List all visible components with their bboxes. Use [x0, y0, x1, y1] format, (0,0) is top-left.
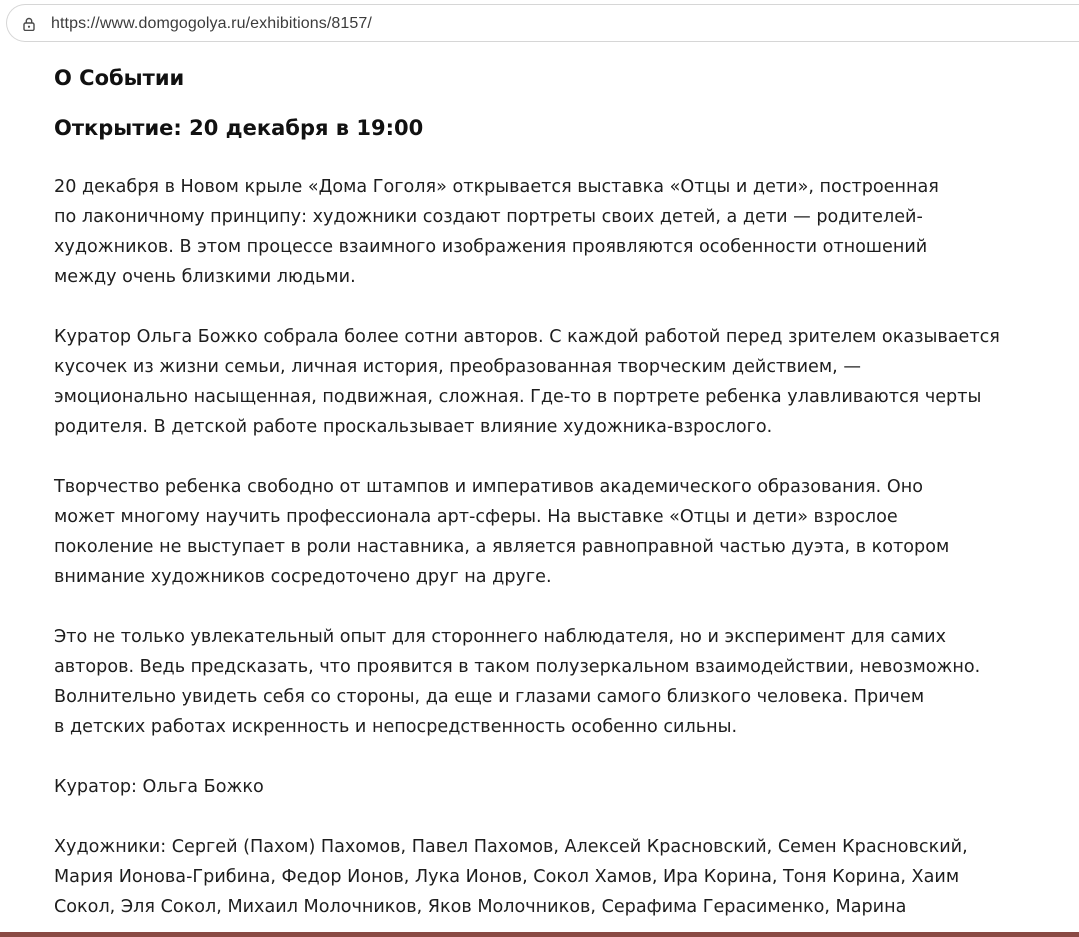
- paragraph-line: Художники: Сергей (Пахом) Пахомов, Павел Пахомов, Алексей Красновский, Семен Красновский,: [54, 837, 968, 857]
- browser-address-bar: [0, 0, 1079, 46]
- opening-date-heading: Открытие: 20 декабря в 19:00: [54, 116, 424, 140]
- paragraph-line: Волнительно увидеть себя со стороны, да еще и глазами самого близкого человека. Причем: [54, 687, 925, 707]
- article-paragraph: [54, 622, 1064, 742]
- paragraph-line: между очень близкими людьми.: [54, 267, 356, 287]
- paragraph-line: Куратор Ольга Божко собрала более сотни авторов. С каждой работой перед зрителем оказывается: [54, 327, 1000, 347]
- lock-icon[interactable]: [22, 17, 36, 31]
- paragraph-line: может многому научить профессионала арт-сферы. На выставке «Отцы и дети» взрослое: [54, 507, 898, 527]
- paragraph-line: Куратор: Ольга Божко: [54, 777, 264, 797]
- section-title: О Событии: [54, 66, 185, 90]
- paragraph-line: родителя. В детской работе проскальзывает влияние художника-взрослого.: [54, 417, 773, 437]
- article-content: [54, 60, 1064, 922]
- paragraph-line: Творчество ребенка свободно от штампов и императивов академического образования. Оно: [54, 477, 923, 497]
- paragraph-line: авторов. Ведь предсказать, что проявится в таком полузеркальном взаимодействии, невозможно.: [54, 657, 981, 677]
- paragraph-line: эмоционально насыщенная, подвижная, сложная. Где-то в портрете ребенка улавливаются черты: [54, 387, 982, 407]
- article-paragraph: [54, 172, 1064, 292]
- paragraph-line: художников. В этом процессе взаимного изображения проявляются особенности отношений: [54, 237, 928, 257]
- paragraph-line: по лаконичному принципу: художники создают портреты своих детей, а дети — родителей-: [54, 207, 923, 227]
- article-paragraph: [54, 832, 1064, 922]
- article-paragraph: [54, 472, 1064, 592]
- article-paragraph: [54, 772, 1064, 802]
- paragraph-line: Мария Ионова-Грибина, Федор Ионов, Лука Ионов, Сокол Хамов, Ира Корина, Тоня Корина, Хаим: [54, 867, 960, 887]
- bottom-accent-bar: [0, 932, 1079, 937]
- paragraph-line: поколение не выступает в роли наставника, а является равноправной частью дуэта, в котором: [54, 537, 950, 557]
- paragraph-line: Это не только увлекательный опыт для стороннего наблюдателя, но и эксперимент для самих: [54, 627, 947, 647]
- url-field[interactable]: [6, 4, 1079, 42]
- paragraph-line: внимание художников сосредоточено друг на друге.: [54, 567, 552, 587]
- paragraph-line: 20 декабря в Новом крыле «Дома Гоголя» открывается выставка «Отцы и дети», построенная: [54, 177, 939, 197]
- paragraph-line: кусочек из жизни семьи, личная история, преобразованная творческим действием, —: [54, 357, 861, 377]
- paragraph-line: в детских работах искренность и непосредственность особенно сильны.: [54, 717, 738, 737]
- article-body: [54, 172, 1064, 922]
- paragraph-line: Сокол, Эля Сокол, Михаил Молочников, Яков Молочников, Серафима Герасименко, Марина: [54, 897, 907, 917]
- url-text[interactable]: https://www.domgogolya.ru/exhibitions/8157/: [51, 15, 372, 32]
- article-paragraph: [54, 322, 1064, 442]
